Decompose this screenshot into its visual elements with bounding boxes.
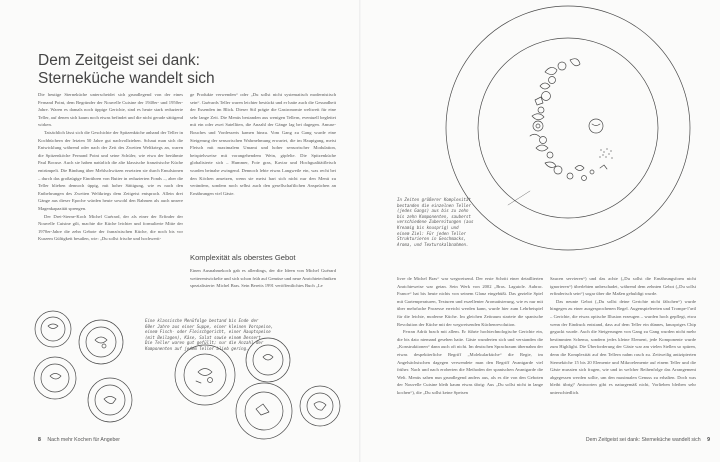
paragraph: Einen Ausnahmekoch gab es allerdings, der die Ideen von Michel Guérard weiterentwickelte und sich schon früh auf Gemüse und neue Anrichtetechniken spezialisierte: Michel Bras. Sein Bereits 1991 veröffentlichtes Buch „Le xyxy=(190,268,336,289)
title-line-2: Sterneküche wandelt sich xyxy=(38,70,215,87)
page-number: 9 xyxy=(707,437,710,443)
handwritten-annotation-plate: In Zeiten größerer Komplexität bestanden die einzelnen Teller (jedes Gangs) aus bis zu zehn bis zehn Komponenten, sauberst verschiedene Zubereitungen (aus Kreamig bis knusprig) und einem Ziel: Für jeden Teller Strukturieren in Geschmacks, Aroma, und Texturskalbnahmen. xyxy=(397,197,474,247)
paragraph: Der Drei-Sterne-Koch Michel Guérard, der als einer der Erfinder der Nouvelle Cuisine gilt, machte die Küche leichter und formulierte Mitte der 1970er-Jahre die zehn Gebote der französischen Küche, die noch bis vor Kurzem Gültigkeit besaßen, wie: „Du sollst frische und hochwerti- xyxy=(38,213,183,242)
paragraph: ge Produkte verwenden“ oder „Du sollst nicht systematisch modernistisch sein“. Guérards Teller waren leichter bestückt und er hatte auch die Gesundheit der Essenden im Blick. Dieser Stil prägte die Gastronomie weltweit für eine sehr lange Zeit. Die Menüs bestanden aus wenigen Tellern, eventuell begleitet mit ein oder zwei Satelliten, die Anzahl der Gänge lag bei dagegen. Amuse-Bouches und Vordesserts kamen hinzu. Vom Gang zu Gang wurde eine Steigerung der sensorischen Wahrnehmung erwartet, die im Hauptgang, meist Fleisch mit maximalem Umami und hoher sensorischer Modulation, beispielsweise mit vorangehendem Wein, gipfelte. Die Spitzenküche globalisierte sich – Hummer, Foie gras, Kaviar und Hochgualitätfleisch wurden beinahe zwingend. Dennoch lebte etwas Langweile ein, was recht bei den Köchen ansetzen, wenn sie meist hart sich nicht nur den Menü zu verändern, sondern noch selbst auch den gesellschaftlichen Ansprüchen an Ernährungen viel Gäste. xyxy=(190,92,336,196)
page-number: 8 xyxy=(38,437,41,443)
title-line-1: Dem Zeitgeist sei dank: xyxy=(38,52,200,69)
running-footer: Nach mehr Kochen für Angeber xyxy=(47,437,121,443)
paragraph: Ferran Adrià brach mit allem. Er führte hochtechnologische Gerichte ein, die bis dato niemand gesehen hatte. Gäste wunderten sich und verstanden die „Konstruktionen“ dann auch oft nicht. Im deutschen Sprachraum übernahm der etwas despektierliche Begriff „Molekularküche“ die Regie, im Angelsächsischen dagegen verwendete man den Begriff Avantgarde viel früher. Nach und nach eroberten die Methoden der spanischen Avantgarde die Welt. Menüs sahen nun grundlegend anders aus, als es die von den Geboten der Nouvelle Cuisine bleib kaum etwas übrig: Aus „Du sollst nicht in lange kochen“), die „Du sollst keine Speisen xyxy=(397,329,543,395)
paragraph: Saucen servieren“) und das achte („Du sollst die Ernährungsform nicht ignorieren“) überlebten unbeschadet, während dem zehnten Gebot („Du sollst erfinderisch sein“) sogar über die Maßen gehuldigt wurde. xyxy=(550,276,696,297)
paragraph: livre de Michel Bras“ war wegweisend. Der erste Schritt einer detaillierten Anrichteweise war getan. Sein Werk von 2002 „Bras. Laguiole. Aubrac. France“ hat bis heute nichts von seinem Glanz eingebüßt. Das gezielte Spiel mit Gartemperaturen, Texturen und exzellenter Aromatisierung, wie es nur mit über mehrfache Prozesse erreicht werden kann, wurde hier zum Lehrbeispiel für die leichte, moderne Küche. Im gleichen Zeitraum startete die spanische Revolution der Küche mit der wegweisenden Küchenrevolution. xyxy=(397,276,543,327)
section-heading: Komplexität als oberstes Gebot xyxy=(190,253,296,262)
paragraph: Die heutige Sterneküche unterscheidet sich grundlegend von der eines Fernand Point, dem Begründer der Nouvelle Cuisine der 1940er- und 1950er-Jahre. Waren es damals noch üppige Gerichte, sind es heute stark reduzierte Teller, auf denen sich kaum noch etwas befindet und die nicht gerade sättigend wirken. xyxy=(38,92,183,128)
large-plate-illustration xyxy=(446,6,690,250)
small-plates-illustration xyxy=(34,311,340,439)
handwritten-annotation-menu: Eine klassische Menüfolge bestand bis Ende der 60er Jahre aus einer Suppe, einer kleinen Vorspeise, einem Fisch- oder Fleischgericht, einer Hauptspeise (mit Beilagen), Käse, Salat sowie einem Dessert. Die Teller waren gut gefüllt; nur die Anzahl der Komponenten auf jedem Teller blieb gering. xyxy=(145,318,274,351)
paragraph: Tatsächlich lässt sich die Geschichte der Spitzenküche anhand der Teller in Kochbüchern der letzten 50 Jahre gut nachvollziehen. Schaut man sich die Entwicklung während oder nach der Zeit des Zweiten Weltkriegs an, waren die Spitzenköche Fernand Point und seine Schüler, wie etwa der berühmte Paul Bocuse. Auch sie haben natürlich die alte klassische französische Küche entrümpelt. Die Bindung über Mehlschwitzen ersetzten sie durch Emulsionen – durch das großzügige Einrühren von Butter in reduzierten Fonds –, aber die Teller blieben dennoch üppig, mit hoher Sättigung, wie es nach den Entbehrungen des Zweiten Weltkriegs dem Zeitgeist entsprach. Allein drei Gänge aus dieser Epoche würden heute sowohl den Rahmen als auch unsere Magenkapazität sprengen. xyxy=(38,129,183,211)
running-footer: Dem Zeitgeist sei dank: Sterneküche wandelt sich xyxy=(585,437,701,443)
paragraph: Das neunte Gebot („Du sollst deine Gerichte nicht fälschen“) wurde hingegen zu einer ausgesprochenen Regel. Augenspielereien und Trompe-l’œil – Gerichte, die etwas optische Illusion erzeugen – wurden hoch gepflegt, etwa wenn der Eindruck entstand, dass auf dem Teller ein dünnes, knuspriges Chip geguckt wurde. Auch die Steigerungen von Gang zu Gang wurden nicht mehr bestimmten Schema, sondern jedes kleine Element, jede Komponente wurde zum Highlight. Die Überforderung der Gäste war am vielen Stellen so spüren, denn die Komplexität auf den Tellern nahm rasch zu. Zeitweilig antizipierten Sterneköche 15 bis 20 Elemente und Mikroelemente auf einem Teller und die Gäste mussten sich fragen, wie und in welcher Reihenfolge das Arrangement abgegessen werden sollte, um den maximalen Genuss zu erhalten. Doch was bleibt übrig? Antworten gibt es naturgemäß nicht, Vorlieben bleiben sehr unterschiedlich. xyxy=(550,298,696,395)
